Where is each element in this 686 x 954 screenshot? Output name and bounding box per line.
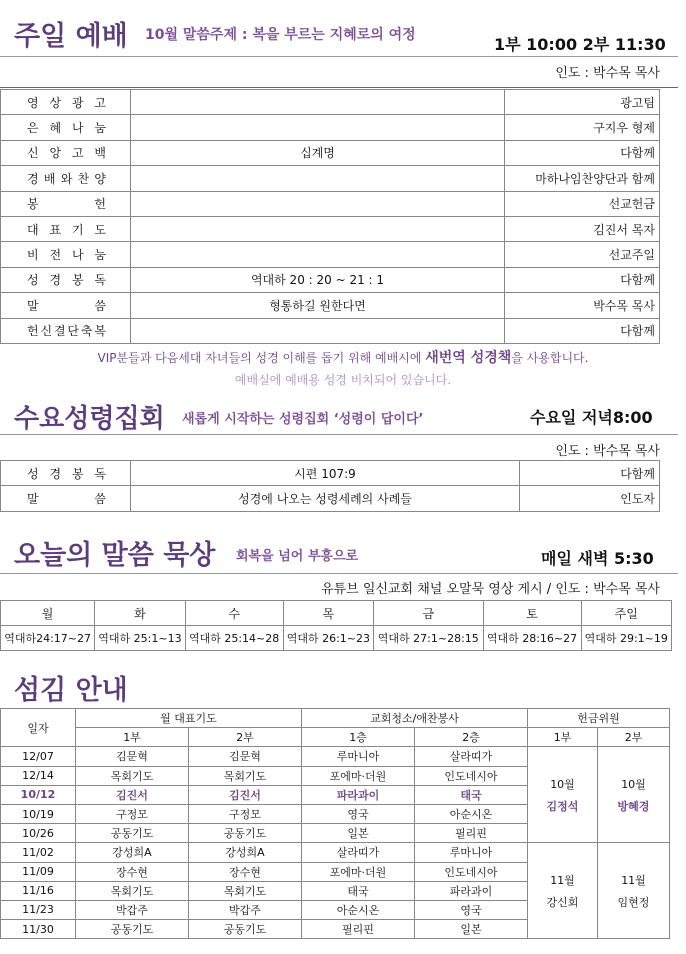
med-title: 오늘의 말씀 묵상 <box>14 540 216 571</box>
sunday-order-table <box>0 89 660 344</box>
order-row <box>1 140 660 165</box>
col-offer: 헌금위원 <box>528 709 670 728</box>
serve-cell: 일본 <box>415 920 528 939</box>
col-date: 일자 <box>1 709 76 747</box>
day-header: 수 <box>185 601 283 626</box>
serve-cell: 공동기도 <box>189 824 302 843</box>
bible-note: VIP분들과 다음세대 자녀들의 성경 이해를 돕기 위해 예배시에 새번역 성경책을 사용합니다. <box>97 350 589 366</box>
offer-2bu: 10월 방혜경 <box>598 747 670 843</box>
serve-cell: 김문혁 <box>76 747 189 766</box>
order-content <box>131 318 505 343</box>
order-person: 다함께 <box>520 461 660 486</box>
serve-cell: 김문혁 <box>189 747 302 766</box>
order-content <box>131 90 505 115</box>
order-label: 봉 헌 <box>1 191 131 216</box>
order-row <box>1 318 660 343</box>
serve-cell: 목회기도 <box>189 881 302 900</box>
serve-cell: 포에마·더원 <box>302 766 415 785</box>
offer-1bu: 10월 김정석 <box>528 747 598 843</box>
order-person: 다함께 <box>505 140 660 165</box>
day-verse: 역대하 25:14~28 <box>185 626 283 651</box>
serve-cell: 파라과이 <box>415 881 528 900</box>
wed-time: 수요일 저녁8:00 <box>530 408 653 427</box>
day-header: 목 <box>283 601 373 626</box>
order-label: 영 상 광 고 <box>1 90 131 115</box>
offer-2bu: 11월 임현정 <box>598 843 670 939</box>
day-header: 토 <box>483 601 581 626</box>
order-row <box>1 242 660 267</box>
order-person: 선교주일 <box>505 242 660 267</box>
med-theme: 회복을 넘어 부흥으로 <box>236 549 359 564</box>
sub-header: 1부 <box>76 728 189 747</box>
sunday-time: 1부 10:00 2부 11:30 <box>494 35 666 54</box>
sunday-title: 주일 예배 <box>14 21 128 52</box>
order-person: 김진서 목자 <box>505 216 660 241</box>
order-row <box>1 166 660 191</box>
day-verse: 역대하 26:1~23 <box>283 626 373 651</box>
serve-cell: 11/09 <box>1 862 76 881</box>
serve-cell: 태국 <box>302 881 415 900</box>
serve-cell: 목회기도 <box>76 881 189 900</box>
serve-cell: 루마니아 <box>415 843 528 862</box>
col-prayer: 월 대표기도 <box>76 709 302 728</box>
serve-cell: 10/26 <box>1 824 76 843</box>
sub-header: 1부 <box>528 728 598 747</box>
order-content: 성경에 나오는 성령세례의 사례들 <box>131 486 520 511</box>
serve-cell: 구정모 <box>76 804 189 823</box>
divider <box>0 56 678 57</box>
serve-cell: 영국 <box>302 804 415 823</box>
day-verse: 역대하24:17~27 <box>1 626 95 651</box>
day-header: 금 <box>374 601 483 626</box>
serve-cell: 11/16 <box>1 881 76 900</box>
order-person: 광고팀 <box>505 90 660 115</box>
order-content: 십계명 <box>131 140 505 165</box>
wed-title: 수요성령집회 <box>14 404 165 434</box>
order-row <box>1 461 660 486</box>
serve-cell: 김진서 <box>76 785 189 804</box>
order-person: 선교헌금 <box>505 191 660 216</box>
order-content <box>131 115 505 140</box>
serve-cell: 12/14 <box>1 766 76 785</box>
order-row <box>1 267 660 292</box>
order-content <box>131 166 505 191</box>
order-content <box>131 216 505 241</box>
order-label: 성 경 봉 독 <box>1 267 131 292</box>
divider <box>0 573 678 574</box>
order-content: 시편 107:9 <box>131 461 520 486</box>
day-header: 주일 <box>581 601 672 626</box>
serve-cell: 공동기도 <box>76 920 189 939</box>
serve-cell: 태국 <box>415 785 528 804</box>
order-content <box>131 191 505 216</box>
day-header: 화 <box>95 601 185 626</box>
serve-cell: 살라띠가 <box>302 843 415 862</box>
order-label: 말 씀 <box>1 293 131 318</box>
order-content: 역대하 20 : 20 ~ 21 : 1 <box>131 267 505 292</box>
serve-cell: 아순시온 <box>415 804 528 823</box>
divider <box>0 434 678 435</box>
wed-order-table <box>0 460 660 512</box>
serve-cell: 목회기도 <box>189 766 302 785</box>
serve-cell: 공동기도 <box>189 920 302 939</box>
order-label: 말 씀 <box>1 486 131 511</box>
serve-cell: 구정모 <box>189 804 302 823</box>
order-label: 헌 신 결 단 축 복 <box>1 318 131 343</box>
med-time: 매일 새벽 5:30 <box>541 549 654 568</box>
serve-cell: 박갑주 <box>189 900 302 919</box>
order-row <box>1 216 660 241</box>
order-content: 형통하길 원한다면 <box>131 293 505 318</box>
serve-cell: 루마니아 <box>302 747 415 766</box>
serve-cell: 필리핀 <box>302 920 415 939</box>
divider <box>0 87 678 88</box>
serve-cell: 필리핀 <box>415 824 528 843</box>
serve-cell: 강성희A <box>76 843 189 862</box>
order-row <box>1 115 660 140</box>
order-label: 은 혜 나 눔 <box>1 115 131 140</box>
serve-cell: 포에마·더원 <box>302 862 415 881</box>
day-header: 월 <box>1 601 95 626</box>
serve-cell: 강성희A <box>189 843 302 862</box>
order-label: 경 배 와 찬 양 <box>1 166 131 191</box>
serve-cell: 인도네시아 <box>415 862 528 881</box>
serve-cell: 영국 <box>415 900 528 919</box>
sub-header: 2층 <box>415 728 528 747</box>
order-row <box>1 486 660 511</box>
serve-cell: 11/02 <box>1 843 76 862</box>
order-label: 비 전 나 눔 <box>1 242 131 267</box>
serve-cell: 살라띠가 <box>415 747 528 766</box>
order-person: 구지우 형제 <box>505 115 660 140</box>
day-verse: 역대하 29:1~19 <box>581 626 672 651</box>
wed-leader: 인도 : 박수목 목사 <box>555 444 660 459</box>
order-label: 신 앙 고 백 <box>1 140 131 165</box>
serve-cell: 11/23 <box>1 900 76 919</box>
col-clean: 교회청소/애찬봉사 <box>302 709 528 728</box>
order-row <box>1 293 660 318</box>
sub-header: 1층 <box>302 728 415 747</box>
sunday-theme: 10월 말씀주제 : 복을 부르는 지혜로의 여정 <box>145 27 416 43</box>
serve-cell: 11/30 <box>1 920 76 939</box>
order-row <box>1 191 660 216</box>
serve-cell: 10/12 <box>1 785 76 804</box>
serve-cell: 장수현 <box>189 862 302 881</box>
offer-1bu: 11월 강신회 <box>528 843 598 939</box>
serve-table <box>0 708 670 939</box>
order-person: 다함께 <box>505 267 660 292</box>
serve-cell: 공동기도 <box>76 824 189 843</box>
serve-cell: 파라과이 <box>302 785 415 804</box>
order-person: 다함께 <box>505 318 660 343</box>
bible-note-2: 예배실에 예배용 성경 비치되어 있습니다. <box>234 373 452 387</box>
wed-theme: 새롭게 시작하는 성령집회 ‘성령이 답이다’ <box>182 412 424 427</box>
day-verse: 역대하 25:1~13 <box>95 626 185 651</box>
day-verse: 역대하 27:1~28:15 <box>374 626 483 651</box>
serve-title: 섬김 안내 <box>14 675 128 706</box>
day-verse: 역대하 28:16~27 <box>483 626 581 651</box>
serve-cell: 박갑주 <box>76 900 189 919</box>
sub-header: 2부 <box>189 728 302 747</box>
med-leader: 유튜브 일신교회 채널 오말묵 영상 게시 / 인도 : 박수목 목사 <box>321 582 660 597</box>
serve-cell: 목회기도 <box>76 766 189 785</box>
order-person: 박수목 목사 <box>505 293 660 318</box>
sub-header: 2부 <box>598 728 670 747</box>
serve-cell: 김진서 <box>189 785 302 804</box>
serve-cell: 12/07 <box>1 747 76 766</box>
order-label: 대 표 기 도 <box>1 216 131 241</box>
serve-cell: 10/19 <box>1 804 76 823</box>
serve-cell: 아순시온 <box>302 900 415 919</box>
order-row <box>1 90 660 115</box>
order-content <box>131 242 505 267</box>
sunday-leader: 인도 : 박수목 목사 <box>555 66 660 81</box>
table-row <box>1 747 670 766</box>
table-row <box>1 843 670 862</box>
meditation-table <box>0 600 672 651</box>
order-person: 마하나임찬양단과 함께 <box>505 166 660 191</box>
serve-cell: 일본 <box>302 824 415 843</box>
serve-cell: 인도네시아 <box>415 766 528 785</box>
order-label: 성 경 봉 독 <box>1 461 131 486</box>
order-person: 인도자 <box>520 486 660 511</box>
serve-cell: 장수현 <box>76 862 189 881</box>
